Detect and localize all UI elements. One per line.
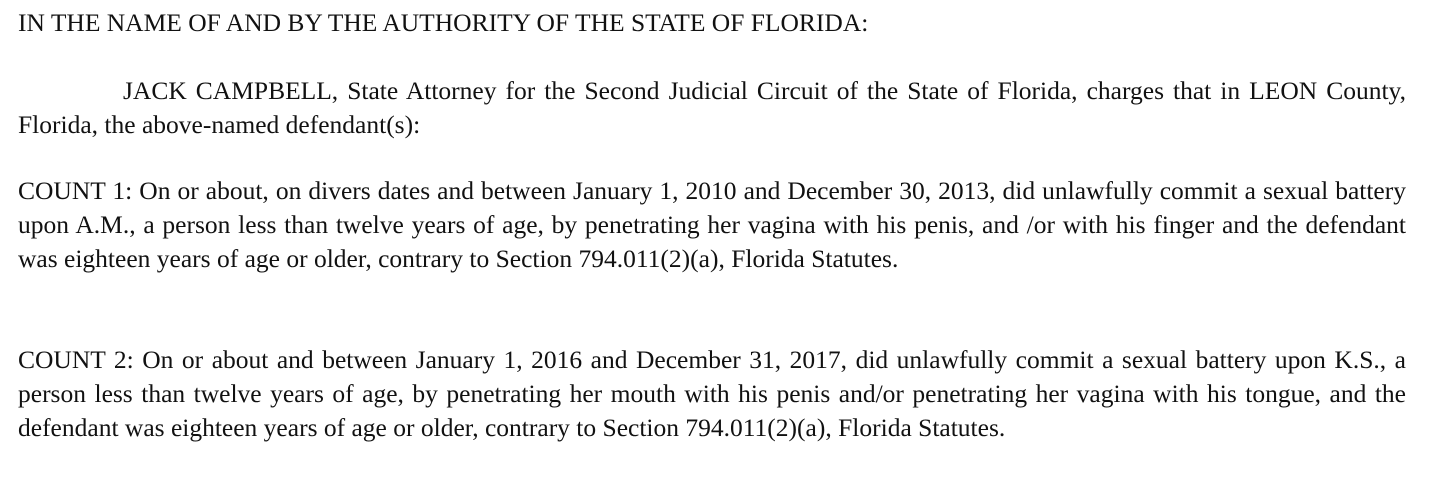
- document-heading: IN THE NAME OF AND BY THE AUTHORITY OF THE STATE OF FLORIDA:: [18, 8, 869, 37]
- count-2-paragraph: COUNT 2: On or about and between January 1, 2016 and December 31, 2017, did unlawfully commit a sexual battery upon K.S., a person less than twelve years of age, by penetrating her mouth with his penis and/or penetrating her vagina with his tongue, and the defendant was eighteen years of age or older, contrary to Section 794.011(2)(a), Florida Statutes.: [18, 345, 1406, 442]
- intro-paragraph: JACK CAMPBELL, State Attorney for the Second Judicial Circuit of the State of Florida, charges that in LEON County, Florida, the above-named defendant(s):: [18, 76, 1406, 139]
- count-1-paragraph: COUNT 1: On or about, on divers dates and between January 1, 2010 and December 30, 2013, did unlawfully commit a sexual battery upon A.M., a person less than twelve years of age, by penetrating her vagina with his penis, and /or with his finger and the defendant was eighteen years of age or older, contrary to Section 794.011(2)(a), Florida Statutes.: [18, 176, 1406, 273]
